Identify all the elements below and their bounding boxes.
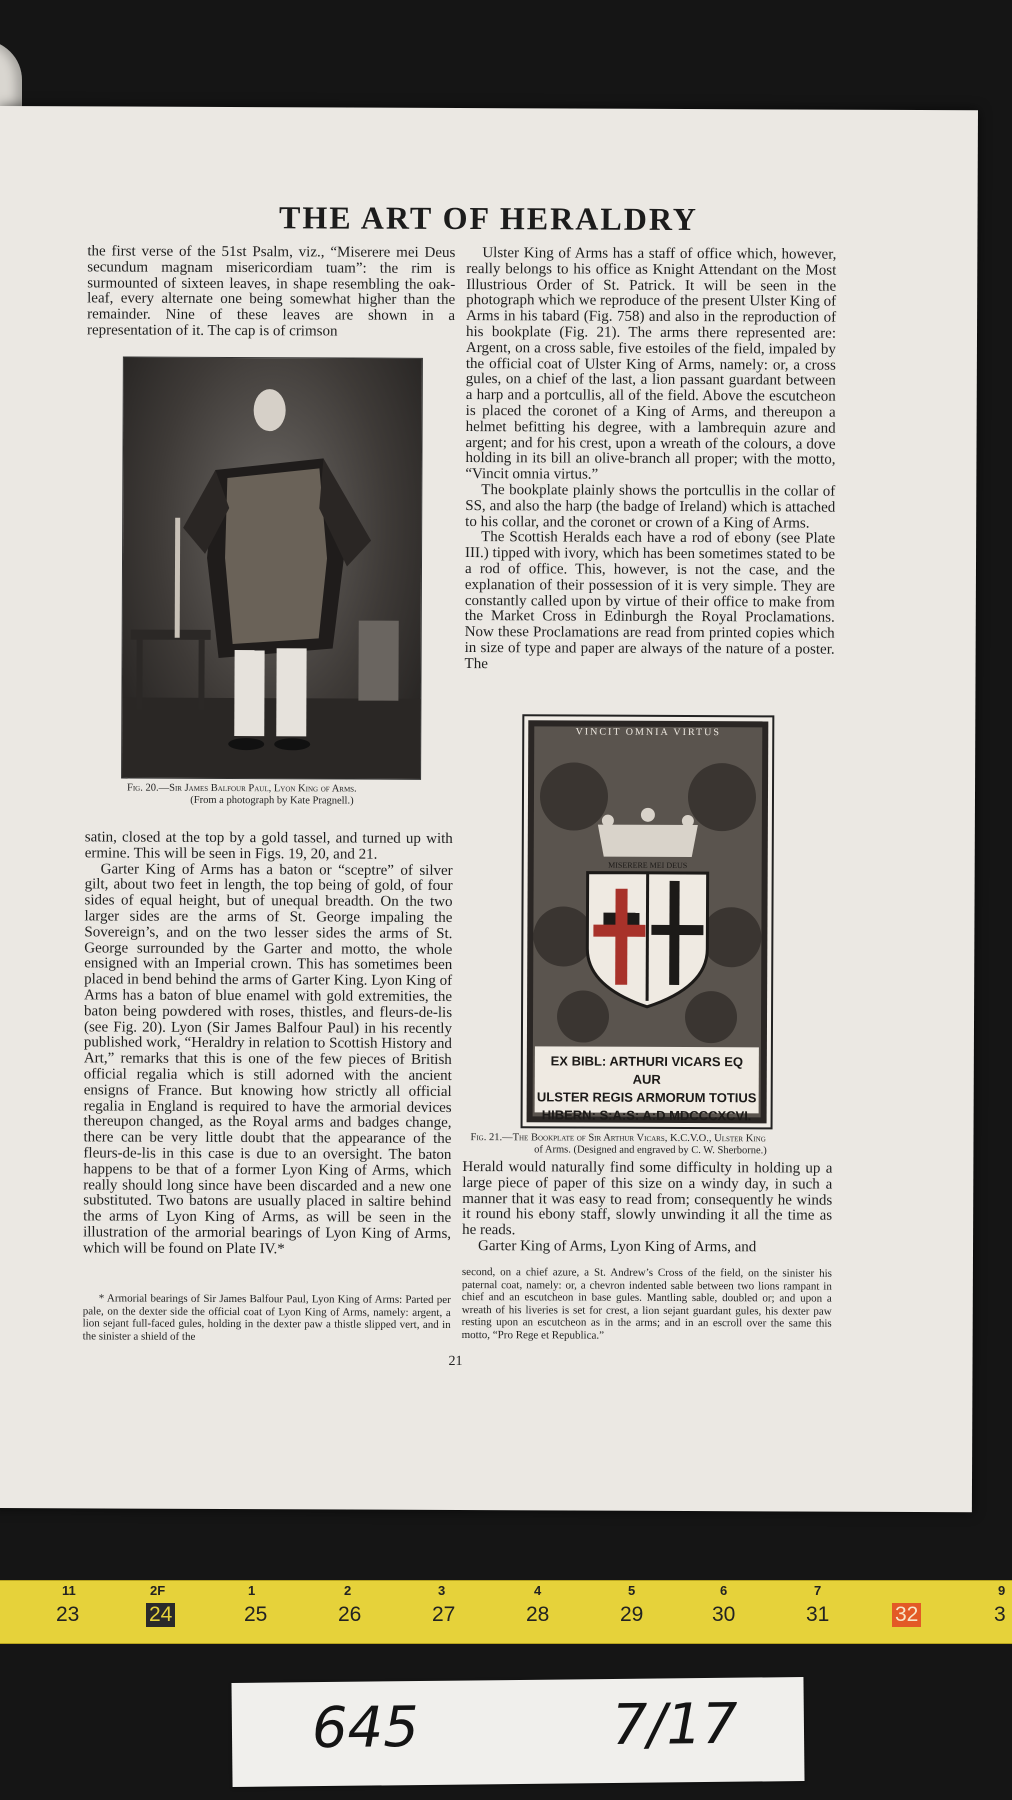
bookplate-line-1: EX BIBL: ARTHURI VICARS EQ AUR [550,1053,744,1087]
fig21-caption [470,1132,830,1158]
right-column-paragraph-5: Garter King of Arms, Lyon King of Arms, and [477,1238,757,1256]
left-column-body [83,830,453,1258]
ruler-cm-label: 3 [994,1603,1006,1626]
left-column-paragraph-2: Garter King of Arms has a baton or “sceptre” of silver gilt, about two feet in length, the top being of gold, of four sides of equal height, but of unequal breadth. On the two larger sides are the arms of St. George impaling the Sovereign’s, and on the two lesser sides the arms of St. George surrounded by the Garter and motto, the whole ensigned with an Imperial crown. This has sometimes been placed in bend behind the arms of Garter King. Lyon King of Arms has a baton of blue enamel with gold extremities, the baton being powdered with roses, thistles, and fleurs-de-lis (see Fig. 20). Lyon (Sir James Balfour Paul) in his recently published work, “Heraldry in relation to Scottish History and Art,” remarks that this is one of the few pieces of British official regalia which is still adorned with the ancient ensigns of France. But knowing how strictly all official regalia in England is required to have the armorial devices thereupon changed, as the Royal arms and badges change, there can be very little doubt that the appearance of the fleurs-de-lis in this case is due to an oversight. The baton happens to be that of a former Lyon King of Arms, which really should long since have been discarded and a new one substituted. Two batons are usually placed in saltire behind the arms of Lyon King of Arms, as will be seen in the illustration of the armorial bearings of Lyon King of Arms, which will be found on Plate IV.* [82,861,453,1257]
fig21-caption-line2: of Arms. (Designed and engraved by C. W. Sherborne.) [534,1144,767,1157]
ruler-cm-label: 30 [712,1603,736,1626]
ruler-cm-label: 25 [244,1603,268,1626]
inventory-tape-label [231,1677,804,1787]
ruler-inch-label: 11 [62,1583,76,1598]
left-column-paragraph-1: satin, closed at the top by a gold tassel, and turned up with ermine. This will be seen in Figs. 19, 20, and 21. [84,829,453,863]
book-page [0,106,978,1512]
ruler-inch-label: 2 [344,1583,352,1598]
left-footnote-text: * Armorial bearings of Sir James Balfour Paul, Lyon King of Arms: Parted per pale, on the dexter side the official coat of Lyon King of Arms, namely: argent, a lion sejant full-faced gules, holding in the dexter paw a thistle slipped vert, and in the sinister a shield of the [82,1292,451,1343]
right-column-top [465,246,837,674]
left-column-top [87,244,455,340]
ruler-inch-label: 9 [998,1583,1006,1598]
fig20-caption [127,783,417,808]
right-footnote [462,1266,832,1343]
ruler-cm-label: 24 [146,1603,175,1627]
tape-date: 7/17 [611,1691,739,1759]
fig21-bookplate [521,714,775,1129]
ruler-cm-label: 26 [338,1603,362,1626]
fig20-photograph [121,357,423,780]
ruler-inch-label: 2F [150,1583,166,1598]
ruler-inch-label: 5 [628,1583,636,1598]
right-footnote-text: second, on a chief azure, a St. Andrew’s Cross of the field, on the sinister his paternal coat, namely: or, a chevron indented sable between two lions rampant in chief and an escutcheon in base gules. Mantling sable, doubled or; and upon a wreath of his liveries is set for crest, a lion sejant guardant gules, his dexter paw resting upon an escutcheon as in the arms; and in an escroll over the same this motto, “Pro Rege et Republica.” [461,1266,832,1342]
ruler-inch-label: 4 [534,1583,542,1598]
right-column-paragraph-2: The bookplate plainly shows the portcullis in the collar of SS, and also the harp (the badge of Ireland) which is attached to his collar, and the coronet or crown of a King of Arms. [465,482,836,532]
right-column-paragraph-3: The Scottish Heralds each have a rod of ebony (see Plate III.) tipped with ivory, which has been sometimes stated to be a rod of office. This, however, is not the case, and the explanation of their possession of it is very simple. They are constantly called upon by virtue of their office to make from the Market Cross in Edinburgh the Royal Proclamations. Now these Proclamations are read from printed copies which in size of type and paper are always of the nature of a poster. The [464,529,836,672]
tape-lot-number: 645 [311,1695,420,1762]
ruler-cm-label: 31 [806,1603,830,1626]
fig20-caption-line2: (From a photograph by Kate Pragnell.) [190,794,354,807]
ruler-inch-label: 1 [248,1583,256,1598]
fig20-caption-line1: Fig. 20.—Sir James Balfour Paul, Lyon King of Arms. [127,782,357,795]
ruler-cm-label: 32 [892,1603,921,1627]
left-footnote [83,1292,451,1344]
bookplate-line-2: ULSTER REGIS ARMORUM TOTIUS [536,1089,757,1106]
bookplate-inscription [537,1052,757,1125]
right-column-bottom [462,1160,832,1256]
right-column-paragraph-4: Herald would naturally find some difficulty in holding up a large piece of paper of this size on a windy day, in such a manner that it was easy to read from; consequently he winds it round his ebony staff, slowly unwinding it all the time as he reads. [462,1159,833,1239]
ruler-cm-label: 29 [620,1603,644,1626]
page-number: 21 [448,1353,463,1370]
fig21-caption-line1: Fig. 21.—The Bookplate of Sir Arthur Vicars, K.C.V.O., Ulster King [470,1132,766,1145]
ruler-inch-label: 6 [720,1583,728,1598]
bookplate-line-3: HIBERN: S:A:S: A:D MDCCCXCVI. [541,1107,752,1124]
bookplate-motto-top: VINCIT OMNIA VIRTUS [575,726,721,739]
herald-portrait-figure [122,358,422,779]
ruler-cm-label: 27 [432,1603,456,1626]
page-title: THE ART OF HERALDRY [278,199,699,238]
measuring-ruler [0,1580,1012,1644]
ruler-inch-label: 3 [438,1583,446,1598]
right-column-paragraph-1: Ulster King of Arms has a staff of office which, however, really belongs to his office as Knight Attendant on the Most Illustrious Order of St. Patrick. It will be seen in the photograph which we reproduce of the present Ulster King of Arms in his tabard (Fig. 758) and also in the reproduction of his bookplate (Fig. 21). The arms there represented are: Argent, on a cross sable, five estoiles of the field, impaled by the official coat of Ulster King of Arms, namely: or, a cross gules, on a chief of the last, a lion passant guardant between a harp and a portcullis, all of the field. Above the escutcheon is placed the coronet of a King of Arms, and thereupon a helmet befitting his degree, with a lambrequin azure and argent; and for his crest, upon a wreath of the colours, a dove holding in its bill an olive-branch all proper; with the motto, “Vincit omnia virtus.” [465,245,837,483]
ruler-inch-label: 7 [814,1583,822,1598]
bookplate-banner: MISERERE MEI DEUS [608,860,688,871]
ruler-cm-label: 23 [56,1603,80,1626]
ruler-cm-label: 28 [526,1603,550,1626]
left-column-top-text: the first verse of the 51st Psalm, viz., “Miserere mei Deus secundum magnam misericordiam tuam”: the rim is surmounted of sixteen leaves, in shape resembling the oak-leaf, every alternate one being somewhat higher than the remainder. Nine of these leaves are shown in a representation of it. The cap is of crimson [86,243,456,340]
